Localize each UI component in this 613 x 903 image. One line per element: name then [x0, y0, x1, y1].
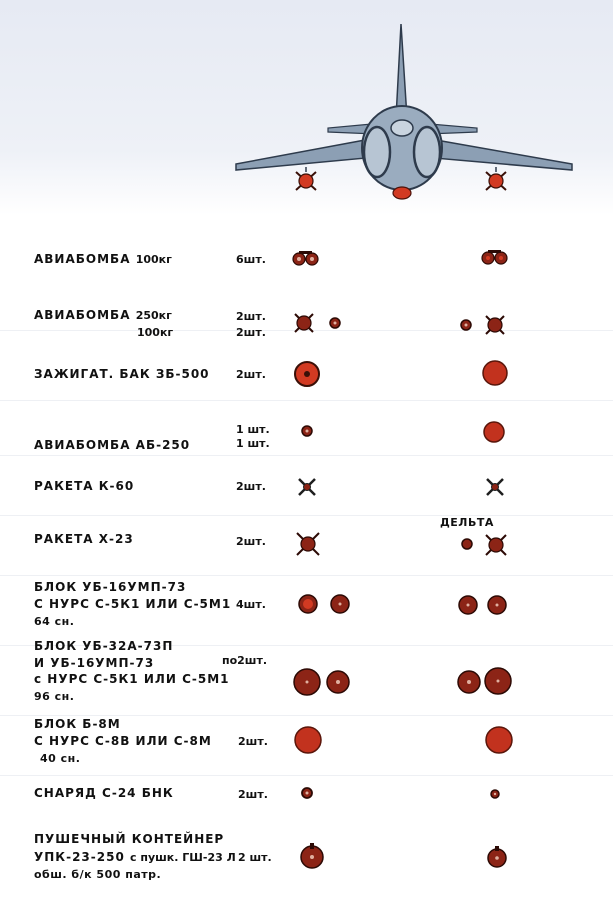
row-label: обш. б/к 500 патр.: [34, 868, 162, 881]
right-wing: [434, 140, 572, 170]
row-quantity: 1 шт.: [236, 423, 270, 436]
row-label: С НУРС С-8В ИЛИ С-8М: [34, 734, 212, 748]
row-quantity: 2шт.: [236, 326, 266, 339]
s24-projectile-icon: [300, 786, 314, 800]
row-quantity: 1 шт.: [236, 437, 270, 450]
left-intake: [364, 127, 390, 177]
row-label: АВИАБОМБА: [34, 252, 131, 266]
right-wing-store: [486, 172, 506, 190]
row-label: 64 сн.: [34, 615, 75, 628]
incendiary-tank-icon: [293, 360, 321, 388]
row-label-mass: 250кг: [135, 309, 172, 322]
rocket-pod-ub32-icon: [483, 666, 513, 696]
rocket-pod-ub16-icon: [457, 594, 479, 616]
s24-projectile-icon: [489, 788, 501, 800]
gun-pod-icon: [298, 842, 326, 870]
row-label-gun: с пушк. ГШ-23 Л: [130, 851, 236, 864]
row-quantity: 6шт.: [236, 253, 266, 266]
missile-x23-icon: [484, 533, 508, 557]
row-label: АВИАБОМБА: [34, 308, 131, 322]
tail-fin: [396, 24, 407, 118]
row-label: ЗАЖИГАТ. БАК ЗБ-500: [34, 367, 210, 381]
row-label: БЛОК Б-8М: [34, 717, 121, 731]
rocket-pod-ub32-icon: [292, 667, 322, 697]
row-label-mass: 100кг: [137, 326, 174, 339]
rocket-pod-ub16-icon: [486, 594, 508, 616]
missile-k60-icon: [486, 478, 504, 496]
row-label: БЛОК УБ-32А-73П: [34, 639, 174, 653]
row-label: БЛОК УБ-16УМП-73: [34, 580, 187, 594]
row-label: с НУРС С-5К1 ИЛИ С-5М1: [34, 672, 230, 686]
row-label: СНАРЯД С-24 БНК: [34, 786, 174, 800]
row-label: И УБ-16УМП-73: [34, 656, 155, 670]
row-quantity: 2 шт.: [238, 851, 272, 864]
aircraft-front-view: [0, 0, 613, 215]
bomb-ab250-icon: [482, 420, 506, 444]
incendiary-tank-icon: [481, 359, 509, 387]
pair-bombs-icon: [479, 245, 511, 265]
left-wing-store: [296, 172, 316, 190]
row-quantity: 2шт.: [238, 735, 268, 748]
rocket-pod-ub16-icon: [325, 669, 351, 695]
gun-pod-icon: [485, 845, 509, 869]
rocket-pod-b8m-icon: [484, 725, 514, 755]
row-label: УПК-23-250: [34, 850, 125, 864]
row-label: 96 сн.: [34, 690, 75, 703]
bomb-250-icon: [484, 314, 506, 336]
delta-label: ДЕЛЬТА: [440, 516, 494, 529]
rocket-pod-ub16-icon: [329, 593, 351, 615]
left-wing: [236, 140, 366, 170]
pair-bombs-icon: [290, 247, 322, 267]
missile-k60-icon: [298, 478, 316, 496]
row-label-mass: 100кг: [135, 253, 172, 266]
row-label: ПУШЕЧНЫЙ КОНТЕЙНЕР: [34, 832, 225, 846]
rocket-pod-ub16-icon: [297, 593, 319, 615]
missile-x23-icon: [295, 531, 321, 557]
row-quantity: 2шт.: [236, 310, 266, 323]
row-label: АВИАБОМБА АБ-250: [34, 438, 191, 452]
bomb-100-icon: [459, 318, 473, 332]
delta-pod-icon: [460, 537, 474, 551]
row-label: РАКЕТА К-60: [34, 479, 135, 493]
row-quantity: по2шт.: [222, 654, 268, 667]
ventral-tank: [393, 187, 411, 199]
bomb-100-icon: [328, 316, 342, 330]
row-label: С НУРС С-5К1 ИЛИ С-5М1: [34, 597, 232, 611]
row-quantity: 2шт.: [236, 368, 266, 381]
rocket-pod-ub16-icon: [456, 669, 482, 695]
bomb-ab250-small-icon: [300, 424, 314, 438]
row-quantity: 2шт.: [238, 788, 268, 801]
cockpit-canopy: [391, 120, 413, 136]
row-label: РАКЕТА Х-23: [34, 532, 134, 546]
right-intake: [414, 127, 440, 177]
rocket-pod-b8m-icon: [293, 725, 323, 755]
row-label: 40 сн.: [40, 752, 81, 765]
bomb-250-icon: [293, 312, 315, 334]
row-quantity: 2шт.: [236, 480, 266, 493]
row-quantity: 4шт.: [236, 598, 266, 611]
row-quantity: 2шт.: [236, 535, 266, 548]
